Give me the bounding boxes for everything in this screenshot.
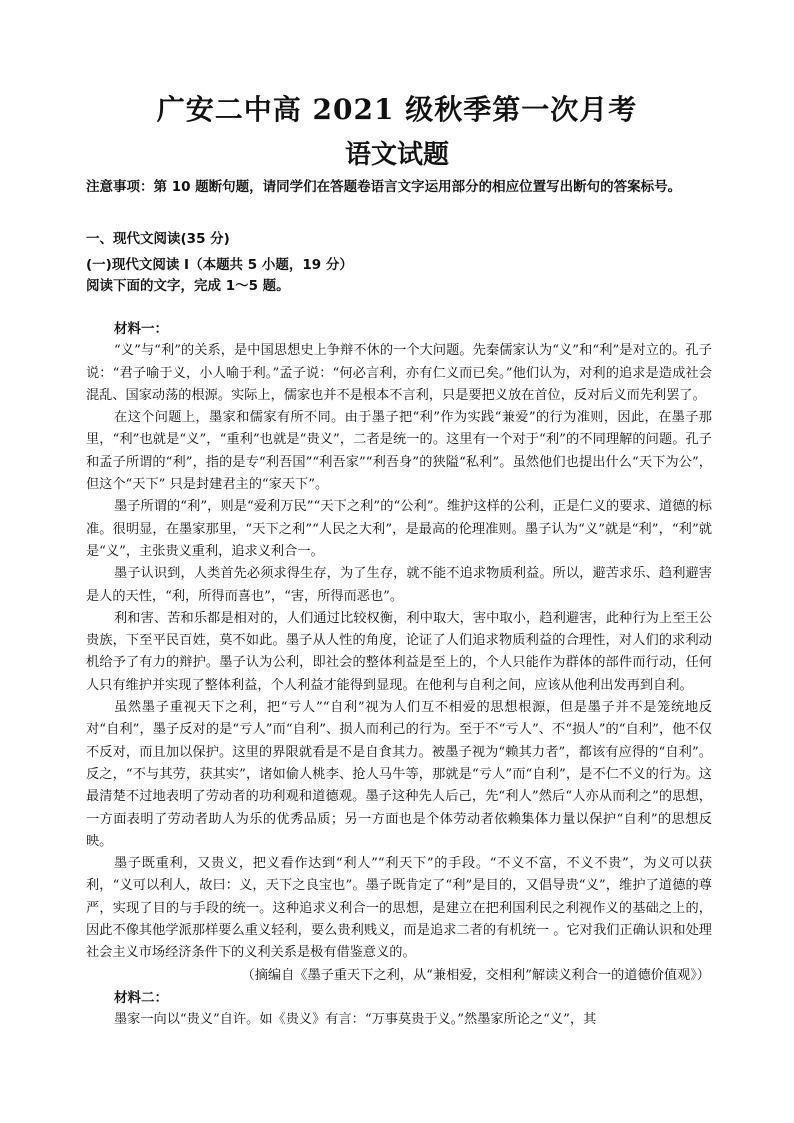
exam-subtitle: 语文试题 <box>344 140 449 170</box>
material-1-source: （摘编自《墨子重天下之利，从“兼相爱，交相利”解读义利合一的道德价值观》） <box>241 967 710 983</box>
material-2-paragraph: 墨家一向以“贵义”自许。如《贵义》有言：“万事莫贵于义。”然墨家所论之“义”，其 <box>114 1012 597 1028</box>
material-1-paragraph: “义”与“利”的关系，是中国思想史上争辩不休的一个大问题。先秦儒家认为“义”和“利”是对立的。孔子说：“君子喻于义，小人喻于利。”孟子说：“何必言利，亦有仁义而已矣。”他们认为，对利的追求是造成社会混乱、国家动荡的根源。实际上，儒家也并不是根本不言利，只是要把义放在首位，反对后义而先利罢了。 <box>86 343 712 403</box>
material-1-paragraph: 利和害、苦和乐都是相对的，人们通过比较权衡，利中取大，害中取小，趋利避害，此种行为上至王公贵族，下至平民百姓，莫不如此。墨子从人性的角度，论证了人们追求物质利益的合理性，对人们的求利动机给予了有力的辩护。墨子认为公利，即社会的整体利益是至上的，个人只能作为群体的部件而行动，任何人只有维护并实现了整体利益，个人利益才能得到显现。在他利与自利之间，应该从他利出发再到自利。 <box>86 610 712 693</box>
exam-title: 广安二中高 2021 级秋季第一次月考 <box>156 93 638 126</box>
reading-instruction: 阅读下面的文字，完成 1～5 题。 <box>86 278 290 294</box>
subsection-heading: (一)现代文阅读 I（本题共 5 小题，19 分） <box>86 257 353 273</box>
material-1-paragraph: 虽然墨子重视天下之利，把“亏人”“自利”视为人们互不相爱的思想根源，但是墨子并不是笼统地反对“自利”，墨子反对的是“亏人”而“自利”、损人而利己的行为。至于不“亏人”、不“损人”的“自利”，他不仅不反对，而且加以保护。这里的界限就看是不是自食其力。被墨子视为“赖其力者”，都该有应得的“自利”。反之，“不与其劳，获其实”，诸如偷人桃李、抢人马牛等，那就是“亏人”而“自利”，是不仁不义的行为。这最清楚不过地表明了劳动者的功利观和道德观。墨子这种先人后己，先“利人”然后“人亦从而利之”的思想，一方面表明了劳动者助人为乐的优秀品质；另一方面也是个体劳动者依赖集体力量以保护“自利”的思想反映。 <box>86 700 712 849</box>
material-1-paragraph: 墨子既重利，又贵义，把义看作达到“利人”“利天下”的手段。“不义不富，不义不贵”，为义可以获利，“义可以利人，故曰：义，天下之良宝也”。墨子既肯定了“利”是目的，又倡导贵“义”，维护了道德的尊严，实现了目的与手段的统一。这种追求义利合一的思想，是建立在把利国利民之利视作义的基础之上的，因此不像其他学派那样要么重义轻利，要么贵利贱义，而是追求二者的有机统一 。它对我们正确认识和处理社会主义市场经济条件下的义利关系是极有借鉴意义的。 <box>86 856 712 961</box>
material-2-label: 材料二： <box>114 989 168 1006</box>
reading-passage <box>86 318 712 1032</box>
notice-text: 注意事项：第 10 题断句题，请同学们在答题卷语言文字运用部分的相应位置写出断句的答案标号。 <box>86 179 682 195</box>
material-1-paragraph: 在这个问题上，墨家和儒家有所不同。由于墨子把“利”作为实践“兼爱”的行为准则，因此，在墨子那里，“利”也就是“义”，“重利”也就是“贵义”，二者是统一的。这里有一个对于“利”的不同理解的问题。孔子和孟子所谓的“利”，指的是专“利吾国”“利吾家”“利吾身”的狭隘“私利”。虽然他们也提出什么“天下为公”，但这个“天下” 只是封建君主的“家天下”。 <box>86 410 712 493</box>
section-heading: 一、现代文阅读(35 分) <box>86 231 230 247</box>
material-1-paragraph: 墨子所谓的“利”，则是“爱利万民”“天下之利”的“公利”。维护这样的公利，正是仁义的要求、道德的标准。很明显，在墨家那里，“天下之利”“人民之大利”，是最高的伦理准则。墨子认为“义”就是“利”，“利”就是“义”，主张贵义重利，追求义利合一。 <box>86 499 712 559</box>
material-1-label: 材料一： <box>114 321 168 337</box>
material-1-paragraph: 墨子认识到，人类首先必须求得生存，为了生存，就不能不追求物质利益。所以，避苦求乐、趋利避害是人的天性，“利，所得而喜也”，“害，所得而恶也”。 <box>86 566 712 604</box>
